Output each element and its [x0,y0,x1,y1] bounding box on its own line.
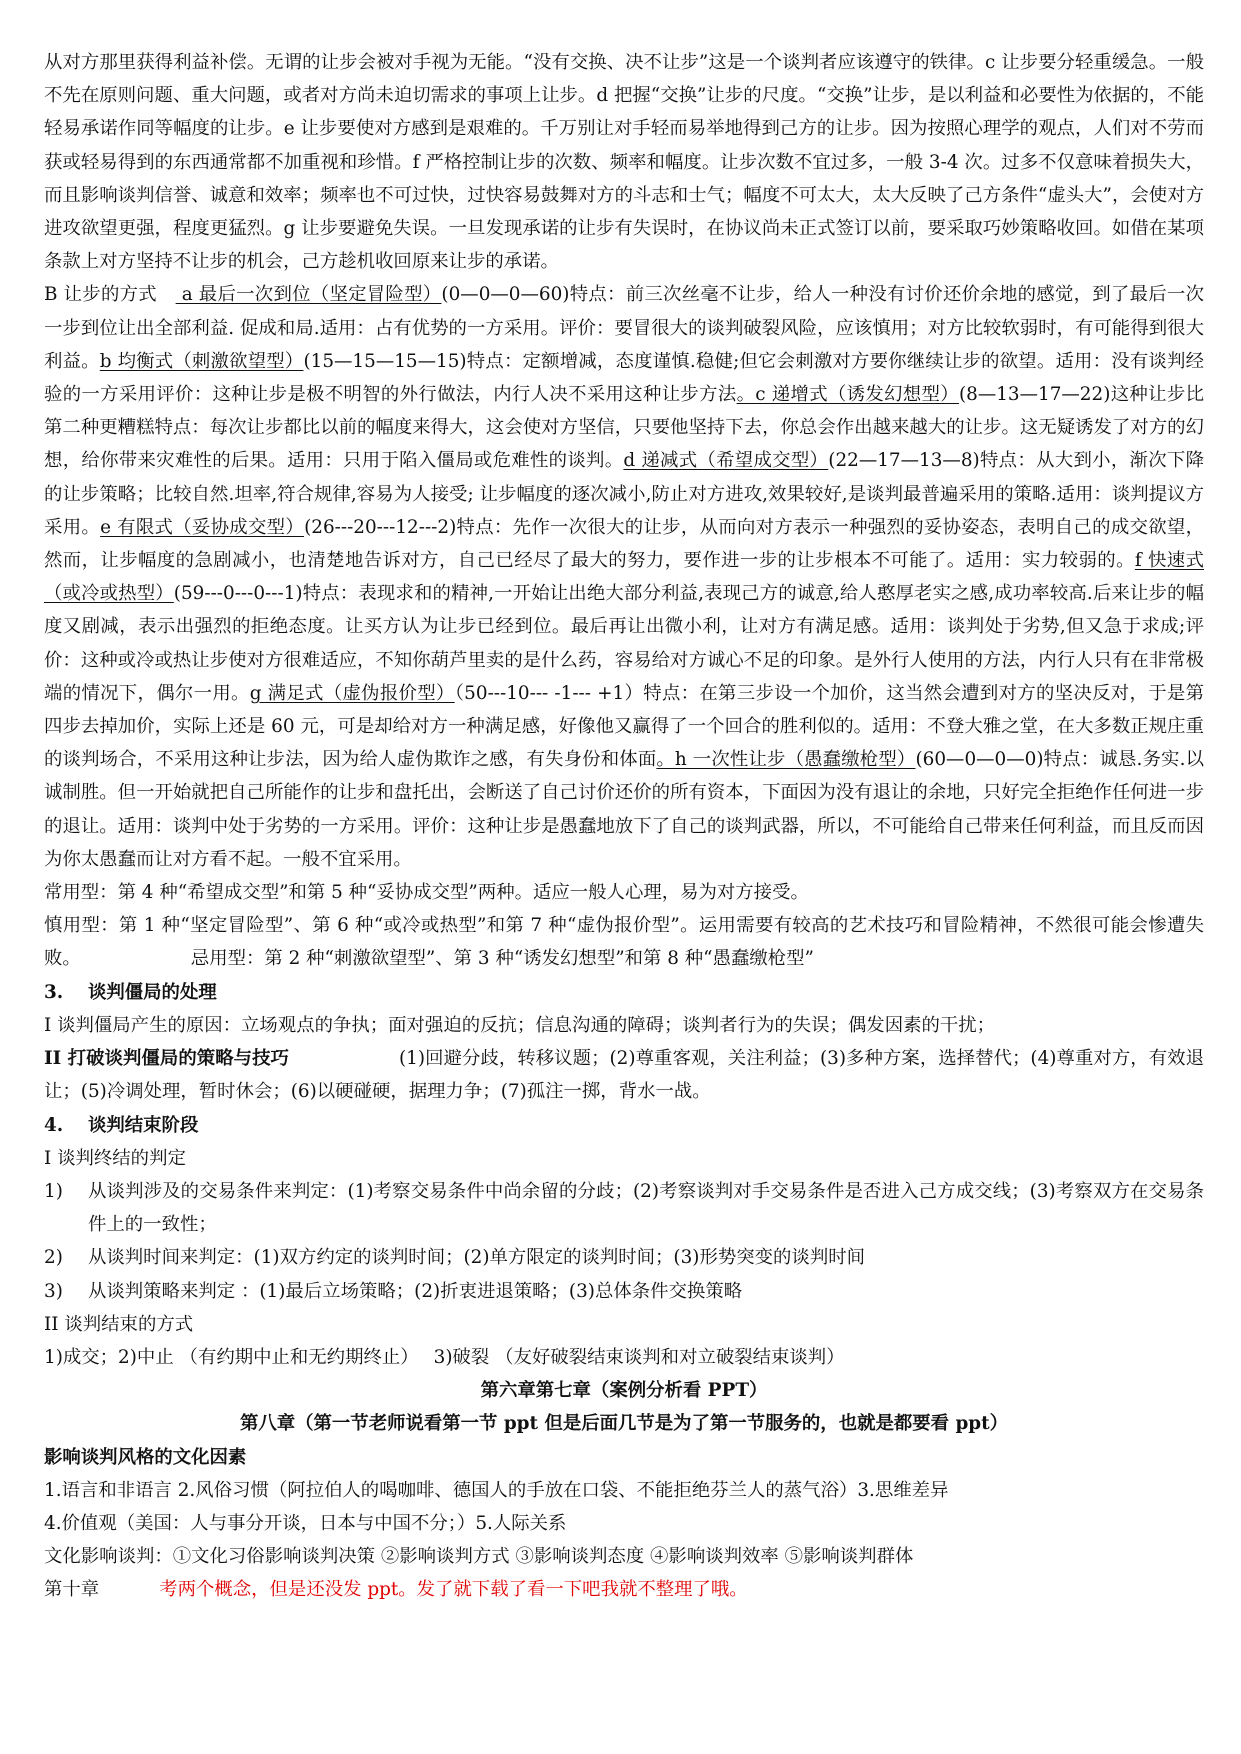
method-d-text: (22—17—13—8)特点：从大到小，渐次下降的让步策略；比较自然.坦率,符合规律,容易为人接受; 让步幅度的逐次减小,防止对方进攻,效果较好,是谈判最普遍采用的策略.适用：谈判提议方采用。 [44,450,1204,538]
concession-methods-paragraph [44,278,1204,876]
list-item-number: 3) [44,1280,63,1302]
method-g-text: （50---10--- -1--- +1）特点：在第三步设一个加价，这当然会遭到对方的坚决反对，于是第四步去掉加价，实际上还是 60 元，可是却给对方一种满足感，好像他又赢得了一个回合的胜利似的。适用：不登大雅之堂，在大多数正规庄重的谈判场合，不采用这种让步法，因为给人虚伪欺诈之感，有失身份和体面 [44,682,1204,771]
section3-heading: 3. 谈判僵局的处理 [44,981,217,1003]
method-f-text: (59---0---0---1)特点：表现求和的精神,一开始让出绝大部分利益,表现己方的诚意,给人憨厚老实之感,成功率较高.后来让步的幅度又剧减，表示出强烈的拒绝态度。让买方认为让步已经到位。最后再让出微小利，让对方有满足感。适用：谈判处于劣势,但又急于求成;评价：这种或冷或热让步使对方很难适应，不知你葫芦里卖的是什么药，容易给对方诚心不足的印象。是外行人使用的方法，内行人只有在非常极端的情况下，偶尔一用。 [44,583,1204,704]
method-d-title: d 递减式（希望成交型） [623,450,829,472]
chapter10-note: 考两个概念，但是还没发 ppt。发了就下载了看一下吧我就不整理了哦。 [159,1579,748,1601]
list-item-text: 从谈判涉及的交易条件来判定：(1)考察交易条件中尚余留的分歧；(2)考察谈判对手交易条件是否进入己方成交线；(3)考察双方在交易条件上的一致性； [88,1180,1204,1236]
chapter10-line [44,1573,1204,1606]
culture-line-3: 文化影响谈判：①文化习俗影响谈判决策 ②影响谈判方式 ③影响谈判态度 ④影响谈判效率 ⑤影响谈判群体 [44,1546,914,1568]
chapter67-heading: 第六章第七章（案例分析看 PPT） [480,1380,768,1402]
judge-title: I 谈判终结的判定 [44,1147,186,1169]
method-c-text: (8—13—17—22)这种让步比第二种更糟糕特点：每次让步都比以前的幅度来得大，这会使对方坚信，只要他坚持下去，你总会作出越来越大的让步。这无疑诱发了对方的幻想，给你带来灾难性的后果。适用：只用于陷入僵局或危难性的谈判。 [44,384,1204,472]
list-item-text: 从谈判策略来判定 ：(1)最后立场策略；(2)折衷进退策略；(3)总体条件交换策略 [88,1280,743,1302]
method-h-title: 。h 一次性让步（愚蠢缴枪型） [656,749,916,771]
strategies-title: II 打破谈判僵局的策略与技巧 [44,1048,289,1070]
method-e-text: (26---20---12---2)特点：先作一次很大的让步，从而向对方表示一种强烈的妥协姿态，表明自己的成交欲望，然而，让步幅度的急剧减小，也清楚地告诉对方，自己已经尽了最大的努力，要作进一步的让步根本不可能了。适用：实力较弱的。 [44,516,1204,572]
culture-heading: 影响谈判风格的文化因素 [44,1446,247,1468]
method-g-title: g 满足式（虚伪报价型） [249,682,455,704]
method-b-text: (15—15—15—15)特点：定额增减，态度谨慎.稳健;但它会刺激对方要你继续让步的欲望。适用：没有谈判经验的一方采用评价：这种让步是极不明智的外行做法，内行人决不采用这种让步方法 [44,350,1204,406]
strategies-text: (1)回避分歧，转移议题；(2)尊重客观，关注利益；(3)多种方案，选择替代；(4)尊重对方，有效退让；(5)冷调处理，暂时休会；(6)以硬碰硬，据理力争；(7)孤注一掷，背水一战。 [44,1048,1205,1103]
list-item [44,1241,1204,1274]
method-h-text: (60—0—0—0)特点：诚恳.务实.以诚制胜。但一开始就把自己所能作的让步和盘托出，会断送了自己讨价还价的所有资本，下面因为没有退让的余地，只好完全拒绝作任何进一步的退让。适用：谈判中处于劣势的一方采用。评价：这种让步是愚蠢地放下了自己的谈判武器，所以，不可能给自己带来任何利益，而且反而因为你太愚蠢而让对方看不起。一般不宜采用。 [44,749,1204,870]
chapter8-heading: 第八章（第一节老师说看第一节 ppt 但是后面几节是为了第一节服务的，也就是都要看 ppt） [239,1413,1009,1435]
end-text: 1)成交；2)中止 （有约期中止和无约期终止） 3)破裂 （友好破裂结束谈判和对立破裂结束谈判） [44,1346,845,1368]
concession-principles-paragraph: 从对方那里获得利益补偿。无谓的让步会被对手视为无能。“没有交换、决不让步”这是一个谈判者应该遵守的铁律。c 让步要分轻重缓急。一般不先在原则问题、重大问题，或者对方尚未迫切需求的事项上让步。d 把握“交换”让步的尺度。“交换”让步，是以利益和必要性为依据的，不能轻易承诺作同等幅度的让步。e 让步要使对方感到是艰难的。千万别让对手轻而易举地得到己方的让步。因为按照心理学的观点，人们对不劳而获或轻易得到的东西通常都不加重视和珍惜。f 严格控制让步的次数、频率和幅度。让步次数不宜过多，一般 3-4 次。过多不仅意味着损失大，而且影响谈判信誉、诚意和效率；频率也不可过快，过快容易鼓舞对方的斗志和士气；幅度不可太大，太大反映了己方条件“虚头大”，会使对方进攻欲望更强，程度更猛烈。g 让步要避免失误。一旦发现承诺的让步有失误时，在协议尚未正式签订以前，要采取巧妙策略收回。如借在某项条款上对方坚持不让步的机会，己方趁机收回原来让步的承诺。 [44,52,1204,273]
deadlock-causes: I 谈判僵局产生的原因：立场观点的争执；面对强迫的反抗；信息沟通的障碍；谈判者行为的失误；偶发因素的干扰； [44,1014,996,1036]
chapter10-label: 第十章 [44,1579,100,1601]
careful-types-text: 慎用型：第 1 种“坚定冒险型”、第 6 种“或冷或热型”和第 7 种“虚伪报价型”。运用需要有较高的艺术技巧和冒险精神，不然很可能会惨遭失败。 [44,915,1204,970]
culture-line-2: 4.价值观（美国：人与事分开谈，日本与中国不分；）5.人际关系 [44,1512,567,1534]
method-c-title: 。c 递增式（诱发幻想型） [736,384,959,406]
culture-line-1: 1.语言和非语言 2.风俗习惯（阿拉伯人的喝咖啡、德国人的手放在口袋、不能拒绝芬兰人的蒸气浴）3.思维差异 [44,1479,949,1501]
end-title: II 谈判结束的方式 [44,1313,194,1335]
method-b-title: b 均衡式（刺激欲望型） [99,350,304,372]
method-a-text: (0—0—0—60)特点：前三次丝毫不让步，给人一种没有讨价还价余地的感觉，到了最后一次一步到位让出全部利益. 促成和局.适用：占有优势的一方采用。评价：要冒很大的谈判破裂风险，应该慎用；对方比较软弱时，有可能得到很大利益。 [44,284,1204,372]
method-e-title: e 有限式（妥协成交型） [100,516,305,538]
methods-intro: B 让步的方式 [44,284,176,306]
list-item-text: 从谈判时间来判定：(1)双方约定的谈判时间；(2)单方限定的谈判时间；(3)形势突变的谈判时间 [88,1247,865,1269]
avoid-types-text: 忌用型：第 2 种“刺激欲望型”、第 3 种“诱发幻想型”和第 8 种“愚蠢缴枪型” [190,948,814,970]
method-a-title: a 最后一次到位（坚定冒险型） [175,284,442,306]
list-item-number: 2) [44,1247,63,1269]
list-item-number: 1) [44,1180,63,1202]
common-types-line: 常用型：第 4 种“希望成交型”和第 5 种“妥协成交型”两种。适应一般人心理，易为对方接受。 [44,882,809,904]
section4-heading: 4. 谈判结束阶段 [44,1114,199,1136]
list-item [44,1175,1204,1241]
method-f-title: f 快速式（或冷或热型） [44,550,1204,605]
careful-avoid-types [44,909,1204,975]
deadlock-strategies [44,1042,1204,1108]
document-page [44,46,1204,1607]
list-item [44,1275,1204,1308]
